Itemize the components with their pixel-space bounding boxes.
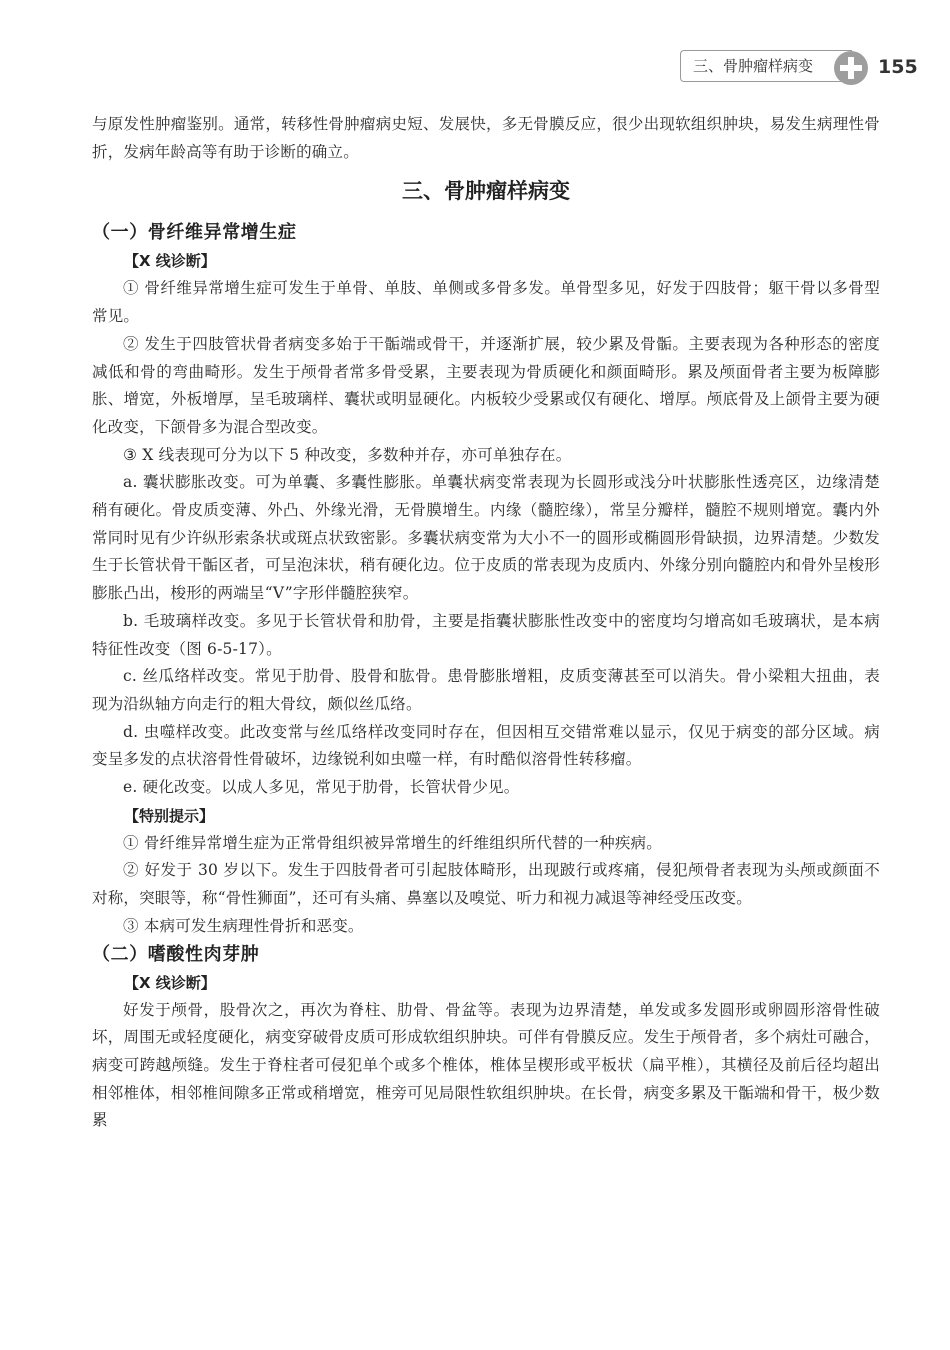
xray-diagnosis-label: 【X 线诊断】 — [124, 252, 216, 271]
subsection-title-fibrous-dysplasia: （一）骨纤维异常增生症 — [92, 222, 297, 244]
xray-paragraph: e. 硬化改变。以成人多见，常见于肋骨，长管状骨少见。 — [123, 778, 520, 797]
xray-paragraph: a. 囊状膨胀改变。可为单囊、多囊性膨胀。单囊状病变常表现为长圆形或浅分叶状膨胀性透亮区，边缘清楚稍有硬化。骨皮质变薄、外凸、外缘光滑，无骨膜增生。内缘（髓腔缘），常呈分瓣样，髓腔不规则增宽。囊内外常同时见有少许纵形索条状或斑点状致密影。多囊状病变常为大小不一的圆形或椭圆形骨缺损，边界清楚。少数发生于长管状骨干骺区者，可呈泡沫状，稍有硬化边。位于皮质的常表现为皮质内、外缘分别向髓腔内和骨外呈梭形膨胀凸出，梭形的两端呈“V”字形伴髓腔狭窄。 — [92, 473, 880, 603]
xray-paragraph: ② 发生于四肢管状骨者病变多始于干骺端或骨干，并逐渐扩展，较少累及骨骺。主要表现为各种形态的密度减低和骨的弯曲畸形。发生于颅骨者常多骨受累，主要表现为骨质硬化和颜面畸形。累及颅面骨者主要为板障膨胀、增宽，外板增厚，呈毛玻璃样、囊状或明显硬化。内板较少受累或仅有硬化、增厚。颅底骨及上颌骨主要为硬化改变，下颌骨多为混合型改变。 — [92, 334, 880, 436]
note-paragraph: ① 骨纤维异常增生症为正常骨组织被异常增生的纤维组织所代替的一种疾病。 — [123, 833, 662, 852]
page-number: 155 — [878, 56, 918, 78]
special-notes-label: 【特别提示】 — [124, 806, 215, 825]
xray-paragraph: ① 骨纤维异常增生症可发生于单骨、单肢、单侧或多骨多发。单骨型多见，好发于四肢骨；躯干骨以多骨型常见。 — [92, 279, 880, 326]
subsection-title-eosinophilic-granuloma: （二）嗜酸性肉芽肿 — [92, 943, 260, 965]
plus-cross-icon — [834, 51, 868, 85]
xray-paragraph: d. 虫噬样改变。此改变常与丝瓜络样改变同时存在，但因相互交错常难以显示，仅见于病变的部分区域。病变呈多发的点状溶骨性骨破坏，边缘锐利如虫噬一样，有时酷似溶骨性转移瘤。 — [92, 722, 880, 769]
xray-paragraph: ③ X 线表现可分为以下 5 种改变，多数种并存，亦可单独存在。 — [123, 445, 572, 464]
intro-paragraph: 与原发性肿瘤鉴别。通常，转移性骨肿瘤病史短、发展快，多无骨膜反应，很少出现软组织肿块，易发生病理性骨折，发病年龄高等有助于诊断的确立。 — [92, 115, 880, 161]
page-body — [92, 111, 880, 1135]
note-paragraph: ③ 本病可发生病理性骨折和恶变。 — [123, 916, 364, 935]
xray-paragraph: c. 丝瓜络样改变。常见于肋骨、股骨和肱骨。患骨膨胀增粗，皮质变薄甚至可以消失。骨小梁粗大扭曲，表现为沿纵轴方向走行的粗大骨纹，颇似丝瓜络。 — [92, 667, 880, 713]
xray-diagnosis-label: 【X 线诊断】 — [124, 973, 216, 992]
chapter-tab: 三、骨肿瘤样病变 — [680, 50, 852, 82]
xray-paragraph: 好发于颅骨，股骨次之，再次为脊柱、肋骨、骨盆等。表现为边界清楚，单发或多发圆形或卵圆形溶骨性破坏，周围无或轻度硬化，病变穿破骨皮质可形成软组织肿块。可伴有骨膜反应。发生于颅骨者，多个病灶可融合，病变可跨越颅缝。发生于脊柱者可侵犯单个或多个椎体，椎体呈楔形或平板状（扁平椎），其横径及前后径均超出相邻椎体，相邻椎间隙多正常或稍增宽，椎旁可见局限性软组织肿块。在长骨，病变多累及干骺端和骨干，极少数累 — [92, 1000, 880, 1130]
section-title: 三、骨肿瘤样病变 — [402, 178, 570, 204]
note-paragraph: ② 好发于 30 岁以下。发生于四肢骨者可引起肢体畸形，出现跛行或疼痛，侵犯颅骨者表现为头颅或颜面不对称，突眼等，称“骨性狮面”，还可有头痛、鼻塞以及嗅觉、听力和视力减退等神经受压改变。 — [92, 861, 880, 908]
running-header — [680, 50, 920, 86]
xray-paragraph: b. 毛玻璃样改变。多见于长管状骨和肋骨，主要是指囊状膨胀性改变中的密度均匀增高如毛玻璃状，是本病特征性改变（图 6-5-17）。 — [92, 611, 880, 658]
